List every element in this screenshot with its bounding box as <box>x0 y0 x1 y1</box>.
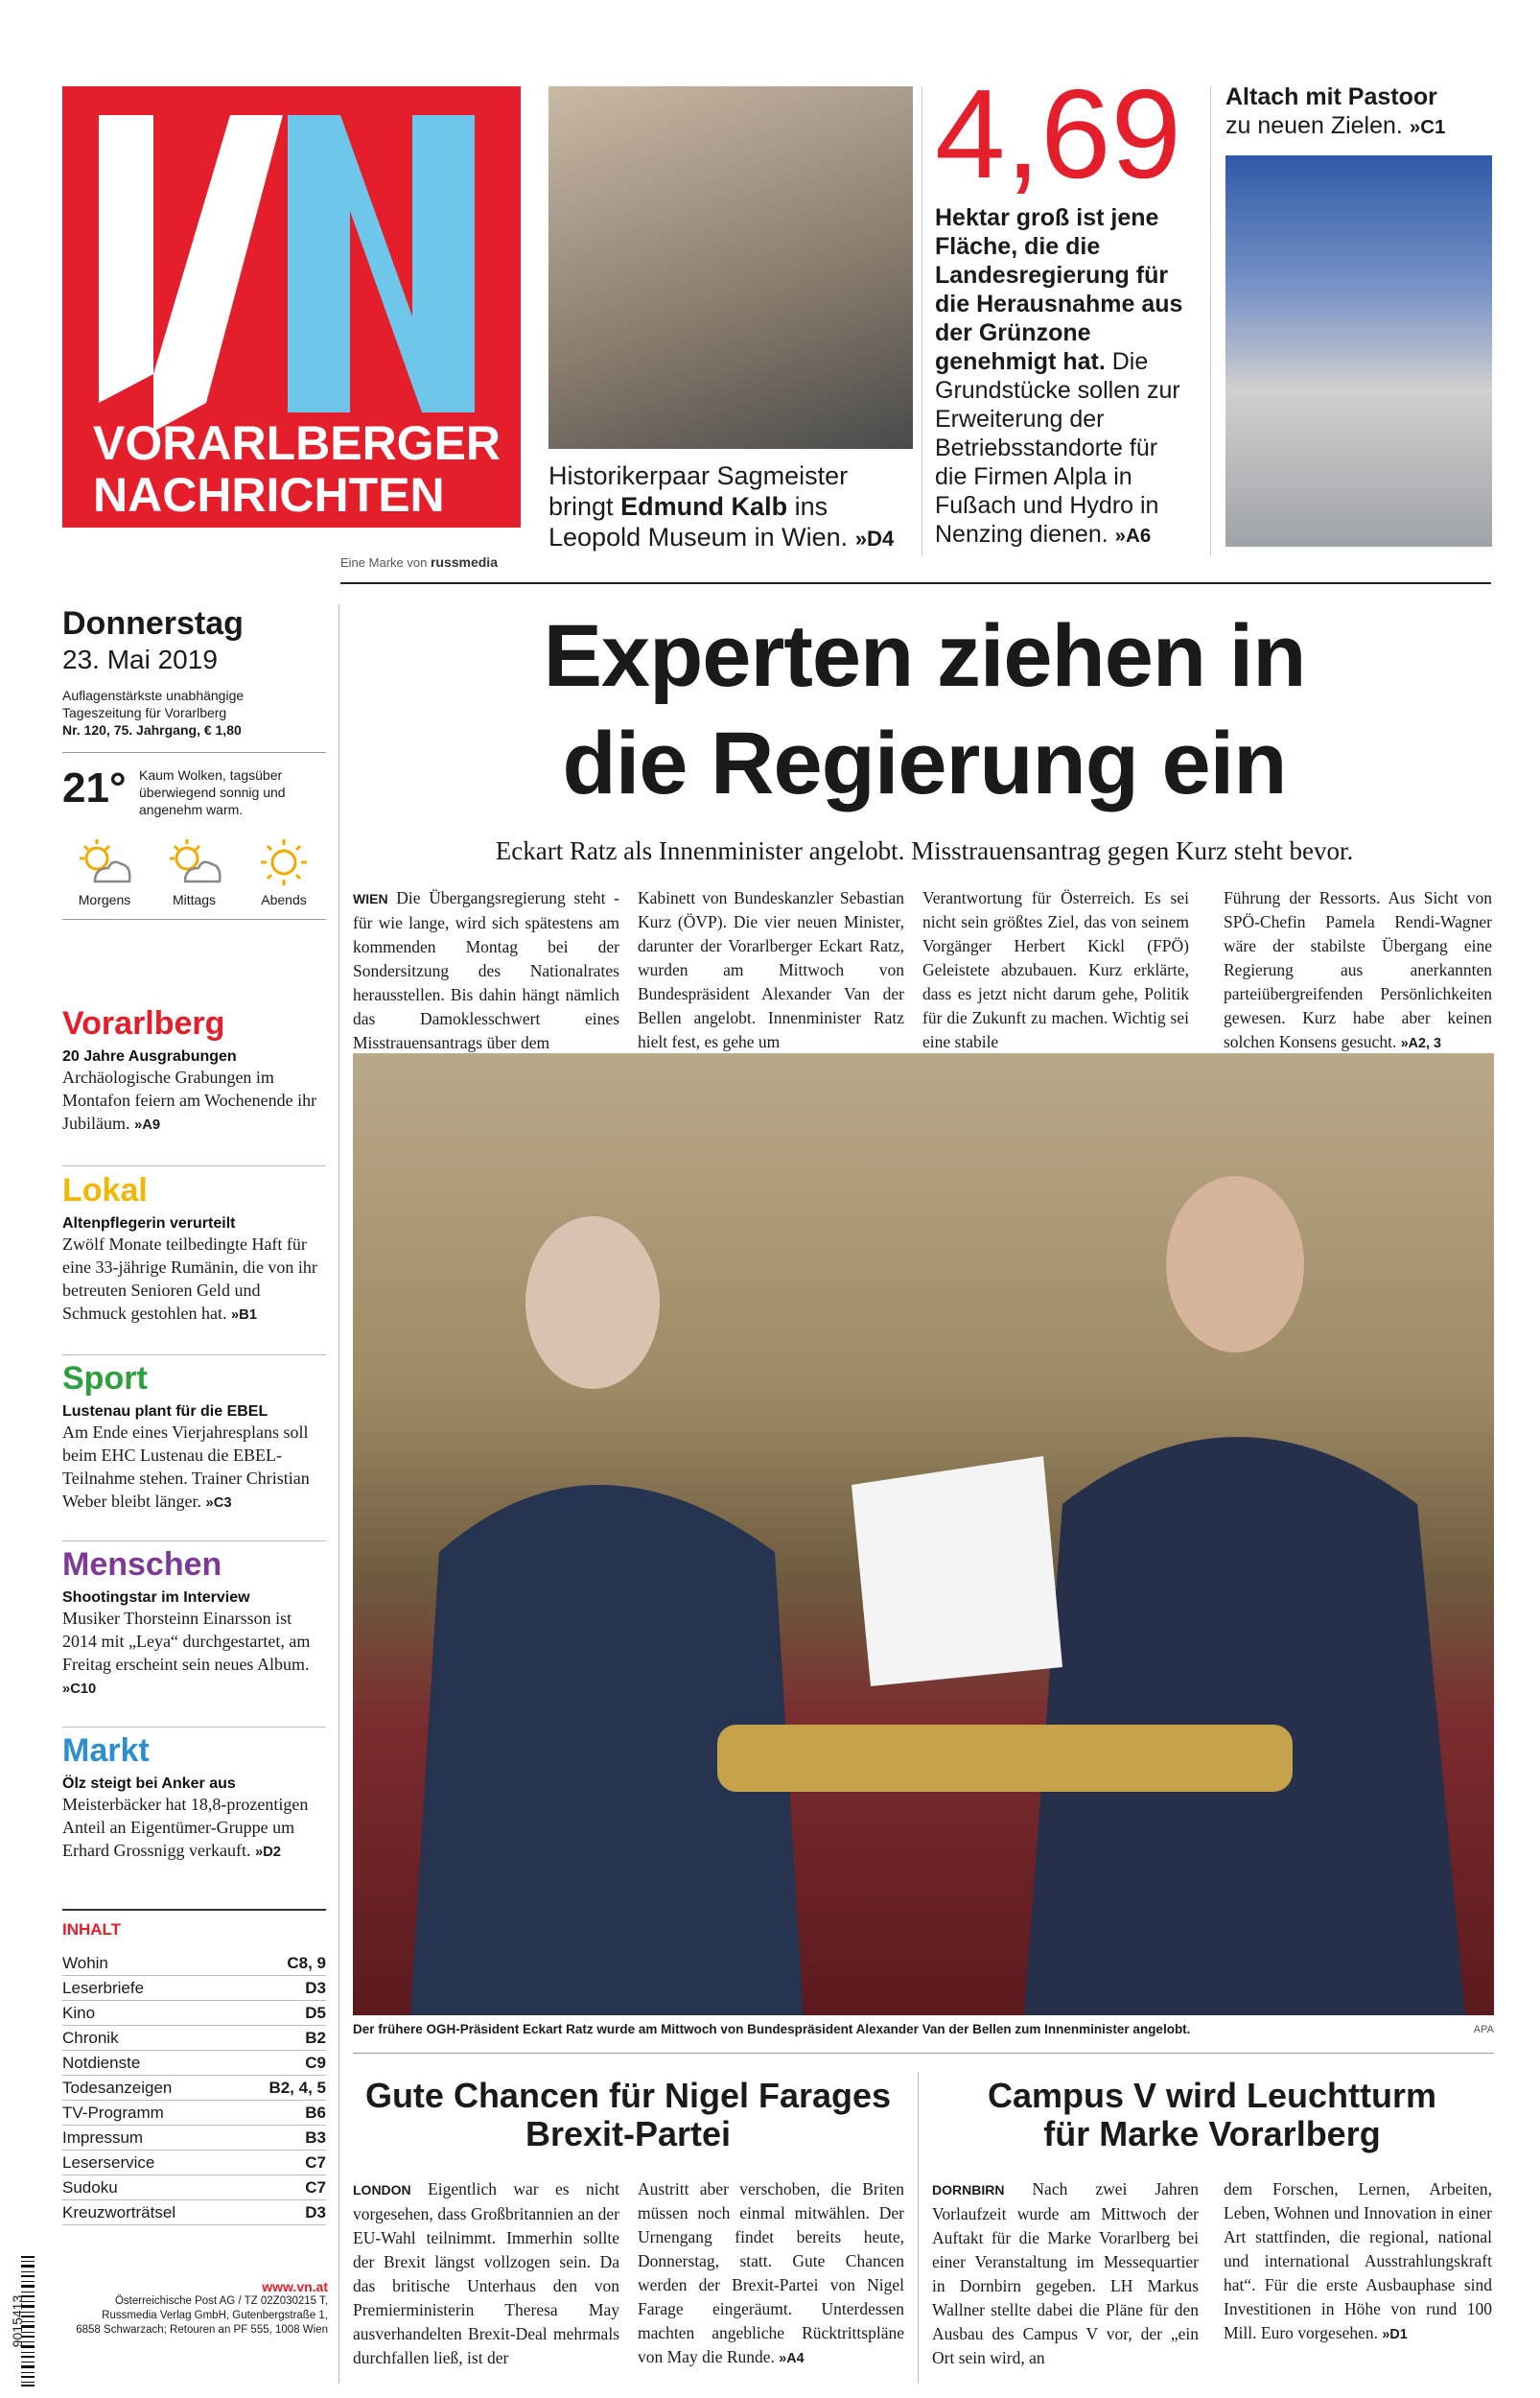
dateline-issue: Nr. 120, 75. Jahrgang, € 1,80 <box>62 722 242 738</box>
toc-label: TV-Programm <box>62 2104 164 2122</box>
masthead-name-line1: VORARLBERGER <box>93 416 502 470</box>
footer-line2: Russmedia Verlag GmbH, Gutenbergstraße 1, <box>102 2310 328 2321</box>
section-category: Vorarlberg <box>62 1005 225 1042</box>
section-headline: Altenpflegerin verurteilt <box>62 1215 236 1232</box>
section-category: Menschen <box>62 1546 222 1583</box>
toc-row[interactable] <box>62 2175 326 2200</box>
toc-row[interactable] <box>62 2001 326 2026</box>
lead-col-4-text: Führung der Ressorts. Aus Sicht von SPÖ-Chefin Pamela Rendi-Wagner wäre der stabilste Übergang eine Regierung aus anerkannten parteiübergreifenden Persönlichkeiten gewesen. Kurz habe aber keinen solchen Konsens gesucht. <box>1224 888 1492 1051</box>
lead-ref: »A2, 3 <box>1400 1036 1441 1051</box>
sidebar-divider <box>62 1540 326 1541</box>
toc-row[interactable] <box>62 2151 326 2175</box>
toc-label: Notdienste <box>62 2054 141 2072</box>
weather-periods <box>62 837 326 907</box>
lead-photo-credit: APA <box>1473 2024 1494 2035</box>
toc-page: D3 <box>305 2203 326 2222</box>
section-text: Zwölf Monate teilbedingte Haft für eine 33-jährige Rumänin, die von ihr betreuten Senioren Geld und Schmuck gestohlen hat. <box>62 1234 317 1323</box>
section-headline: 20 Jahre Ausgrabungen <box>62 1048 237 1065</box>
section-category: Sport <box>62 1360 148 1397</box>
sidebar-divider <box>62 1727 326 1728</box>
toc-page: B6 <box>305 2104 326 2122</box>
barcode-number: 9015413 <box>10 2294 25 2348</box>
toc-row[interactable] <box>62 2026 326 2051</box>
stories-divider <box>918 2072 919 2384</box>
teaser-photo-image[interactable] <box>548 86 913 449</box>
story-left-col-2 <box>638 2177 904 2371</box>
toc-page: C7 <box>305 2153 326 2172</box>
toc-page: D3 <box>305 1979 326 1997</box>
section-ref: »C10 <box>62 1681 97 1697</box>
sidebar-section-lokal[interactable] <box>62 1172 326 1327</box>
lead-col-3: Verantwortung für Österreich. Es sei nicht sein größtes Ziel, das von seinem Vorgänger Herbert Kickl (FPÖ) Geleistete abzubauen. Kurz erklärte, dass es jetzt nicht darum gehe, Politik für die Zukunft zu machen. Wichtig sei eine stabile <box>922 888 1189 1051</box>
lead-subhead: Eckart Ratz als Innenminister angelobt. Misstrauensantrag gegen Kurz steht bevor. <box>495 836 1354 865</box>
section-ref: »C3 <box>205 1495 232 1511</box>
toc-page: B3 <box>305 2128 326 2147</box>
story-right-headline[interactable] <box>930 2077 1494 2153</box>
toc-row[interactable] <box>62 2200 326 2225</box>
toc-row[interactable] <box>62 2076 326 2101</box>
sidebar <box>62 604 326 928</box>
footer-line1: Österreichische Post AG / TZ 02Z030215 T, <box>114 2295 328 2307</box>
teaser-divider-2 <box>1210 86 1211 556</box>
teaser-sport-ref: »C1 <box>1409 116 1446 138</box>
weather-desc: Kaum Wolken, tagsüber überwiegend sonnig und angenehm warm. <box>139 767 286 817</box>
toc-row[interactable] <box>62 2101 326 2126</box>
lead-bottom-rule <box>353 2053 1494 2054</box>
dateline-weekday: Donnerstag <box>62 605 244 642</box>
teaser-number: 4,69 <box>935 63 1181 204</box>
sidebar-section-menschen[interactable] <box>62 1546 326 1701</box>
toc-label: Sudoku <box>62 2178 118 2197</box>
toc-page: B2 <box>305 2029 326 2047</box>
footer-block <box>58 2279 328 2338</box>
dateline-tagline1: Auflagenstärkste unabhängige <box>62 688 245 703</box>
story-right-col-1 <box>932 2177 1199 2370</box>
teaser-photo-ref: »D4 <box>854 527 895 551</box>
section-ref: »B1 <box>230 1307 258 1323</box>
toc-row[interactable] <box>62 1976 326 2001</box>
weather-morning <box>62 837 147 907</box>
masthead-logo[interactable] <box>62 86 521 528</box>
lead-photo-caption: Der frühere OGH-Präsident Eckart Ratz wurde am Mittwoch von Bundespräsident Alexander Van der Bellen zum Innenminister angelobt. <box>353 2022 1191 2036</box>
teaser-number-ref: »A6 <box>1114 525 1152 547</box>
lead-col-1-text: Die Übergangsregierung steht - für wie lange, wird sich spätestens am kommenden Montag bei der Sondersitzung des Nationalrates herausstellen. Bis dahin hängt nämlich das Damoklesschwert eines Misstrauensantrags über dem <box>353 888 619 1052</box>
section-category: Lokal <box>62 1172 148 1209</box>
toc-label: Todesanzeigen <box>62 2079 173 2097</box>
toc-label: Leserservice <box>62 2153 155 2172</box>
lead-dateline: WIEN <box>353 891 388 906</box>
teaser-number-text[interactable] <box>935 203 1194 551</box>
weather-morning-label: Morgens <box>78 892 131 907</box>
lead-headline-line2: die Regierung ein <box>562 715 1287 812</box>
story-left-headline[interactable] <box>353 2077 903 2153</box>
section-text: Meisterbäcker hat 18,8-prozentigen Anteil an Eigentümer-Gruppe um Erhard Grossnigg verkauft. <box>62 1795 309 1860</box>
toc-page: C8, 9 <box>287 1954 326 1972</box>
inhalt-title: INHALT <box>62 1920 122 1939</box>
toc-row[interactable] <box>62 1951 326 1976</box>
toc-page: B2, 4, 5 <box>268 2079 326 2097</box>
teaser-sport-title-bold: Altach mit Pastoor <box>1225 83 1437 110</box>
story-left-headline-line1: Gute Chancen für Nigel Farages <box>364 2076 892 2115</box>
toc-row[interactable] <box>62 2126 326 2151</box>
brand-note-text: Eine Marke von <box>340 555 428 570</box>
weather-temp: 21° <box>62 764 127 811</box>
toc-label: Wohin <box>62 1954 108 1972</box>
story-left-col-1 <box>353 2177 619 2370</box>
sun-cloud-icon <box>166 837 223 887</box>
section-headline: Lustenau plant für die EBEL <box>62 1403 268 1420</box>
toc-label: Chronik <box>62 2029 119 2047</box>
story-left-col-1-text: Eigentlich war es nicht vorgesehen, dass Großbritannien an der EU-Wahl teilnimmt. Immerhin sollte der Brexit längst vollzogen sein. Da das britische Unterhaus den von Premierministerin Theresa May ausverhandelten Brexit-Deal mehrmals durchfallen ließ, ist der <box>353 2179 619 2367</box>
brand-name: russmedia <box>430 554 498 570</box>
story-left-dateline: LONDON <box>353 2182 411 2198</box>
story-right-headline-line1: Campus V wird Leuchtturm <box>987 2076 1437 2115</box>
teaser-sport-title-rest: zu neuen Zielen. <box>1225 112 1403 139</box>
toc-label: Kreuzworträtsel <box>62 2203 176 2222</box>
dateline-date: 23. Mai 2019 <box>62 645 218 674</box>
toc-page: D5 <box>305 2004 326 2022</box>
section-text: Musiker Thorsteinn Einarsson ist 2014 mit „Leya“ durchgestartet, am Freitag erscheint sein neues Album. <box>62 1609 311 1674</box>
sidebar-section-sport[interactable] <box>62 1360 326 1515</box>
teaser-photo-bold: Edmund Kalb <box>620 492 788 521</box>
sidebar-divider <box>62 1354 326 1355</box>
section-text: Archäologische Grabungen im Montafon feiern am Wochenende ihr Jubiläum. <box>62 1068 317 1133</box>
brand-note <box>340 554 498 570</box>
weather-evening <box>242 837 326 907</box>
teaser-photo-text[interactable] <box>548 460 918 554</box>
weather-evening-label: Abends <box>261 892 307 907</box>
story-right-ref: »D1 <box>1382 2327 1408 2342</box>
story-right-dateline: DORNBIRN <box>932 2182 1005 2198</box>
section-ref: »A9 <box>134 1117 161 1133</box>
section-headline: Shootingstar im Interview <box>62 1589 250 1606</box>
sun-cloud-icon <box>76 837 133 887</box>
footer-url[interactable]: www.vn.at <box>262 2279 328 2294</box>
lead-headline[interactable] <box>353 602 1496 817</box>
weather-noon-label: Mittags <box>172 892 217 907</box>
section-text: Am Ende eines Vierjahresplans soll beim EHC Lustenau die EBEL-Teilnahme stehen. Trainer Christian Weber bleibt länger. <box>62 1422 310 1511</box>
toc-label: Leserbriefe <box>62 1979 145 1997</box>
story-right-col-1-text: Nach zwei Jahren Vorlaufzeit wurde am Mittwoch der Auftakt für die Marke Vorarlberg bei einer Veranstaltung im Messequartier in Dornbirn gegeben. LH Markus Wallner stellte dabei die Pläne für den Ausbau des Campus V vor, der „ein Ort sein wird, an <box>932 2179 1199 2367</box>
story-left-headline-line2: Brexit-Partei <box>525 2114 732 2153</box>
section-headline: Ölz steigt bei Anker aus <box>62 1775 236 1792</box>
barcode <box>0 2254 38 2388</box>
story-right-col-2-text: dem Forschen, Lernen, Arbeiten, Leben, Wohnen und Innovation in einer Art stattfinden, die regional, national und international Ausstrahlungskraft hat“. Für die erste Ausbauphase sind Investitionen in Höhe von rund 100 Mill. Euro vorgesehen. <box>1224 2179 1492 2342</box>
sun-icon <box>255 837 313 887</box>
sidebar-section-markt[interactable] <box>62 1732 326 1864</box>
toc-page: C7 <box>305 2178 326 2197</box>
lead-photo-graphic <box>353 1053 1494 2015</box>
inhalt-box <box>62 1920 326 2225</box>
lead-col-1 <box>353 886 619 1055</box>
toc-page: C9 <box>305 2054 326 2072</box>
section-ref: »D2 <box>254 1845 282 1860</box>
weather-noon <box>152 837 237 907</box>
story-left-ref: »A4 <box>779 2351 805 2366</box>
masthead-rule <box>340 582 1491 584</box>
teaser-sport-title[interactable] <box>1225 82 1513 142</box>
teaser-number-bold: Hektar groß ist jene Fläche, die die Landesregierung für die Herausnahme aus der Grünzone genehmigt hat. <box>935 204 1183 375</box>
toc-row[interactable] <box>62 2051 326 2076</box>
toc-label: Kino <box>62 2004 96 2022</box>
lead-col-2: Kabinett von Bundeskanzler Sebastian Kurz (ÖVP). Die vier neuen Minister, darunter der Vorarlberger Eckart Ratz, wurden am Mittwoch von Bundespräsident Alexander Van der Bellen angelobt. Innenminister Ratz hielt fest, es gehe um <box>638 888 904 1051</box>
story-right-col-2 <box>1224 2177 1492 2347</box>
sidebar-divider <box>62 1165 326 1166</box>
teaser-sport-image[interactable] <box>1225 155 1492 547</box>
sidebar-section-vorarlberg[interactable] <box>62 1005 326 1137</box>
sidebar-vertical-rule <box>338 604 339 2384</box>
toc-label: Impressum <box>62 2128 144 2147</box>
sidebar-divider <box>62 1909 326 1911</box>
section-category: Markt <box>62 1732 150 1769</box>
footer-line3: 6858 Schwarzach; Retouren an PF 555, 1008 Wien <box>76 2324 328 2336</box>
lead-col-4 <box>1224 886 1492 1056</box>
dateline-tagline2: Tageszeitung für Vorarlberg <box>62 705 227 720</box>
story-right-headline-line2: für Marke Vorarlberg <box>1043 2114 1381 2153</box>
lead-headline-line1: Experten ziehen in <box>543 607 1306 705</box>
teaser-number-rest: Die Grundstücke sollen zur Erweiterung der Betriebsstandorte für die Firmen Alpla in Fußach und Hydro in Nenzing dienen. <box>935 348 1180 548</box>
teaser-photo-post: ins Leopold Museum in Wien. <box>548 492 849 552</box>
teaser-photo-pre: Historikerpaar Sagmeister bringt <box>548 461 849 521</box>
story-left-col-2-text: Austritt aber verschoben, die Briten müssen noch einmal mitwählen. Der Urnengang findet bereits heute, Donnerstag, statt. Gute Chancen werden der Brexit-Partei von Nigel Farage eingeräumt. Unterdessen machten angebliche Rücktrittspläne von May die Runde. <box>638 2179 904 2366</box>
lead-photo[interactable] <box>353 1053 1494 2015</box>
masthead-name-line2: NACHRICHTEN <box>93 468 445 522</box>
